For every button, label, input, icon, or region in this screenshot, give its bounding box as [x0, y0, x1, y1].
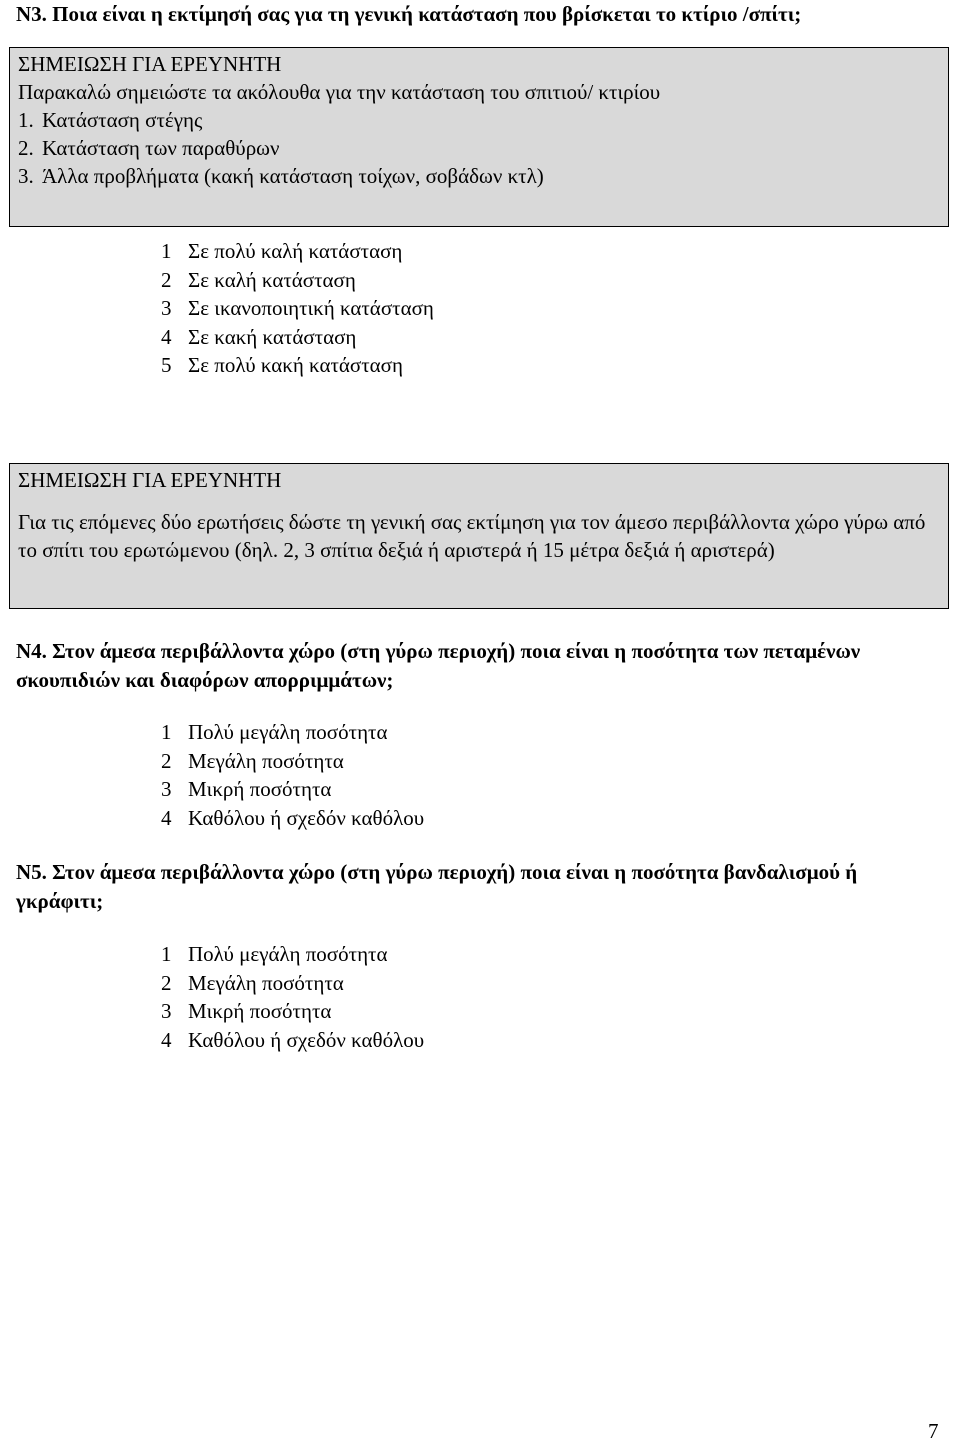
answer-option[interactable]: 1 Πολύ μεγάλη ποσότητα — [161, 720, 388, 744]
answer-option[interactable]: 1 Σε πολύ καλή κατάσταση — [161, 239, 403, 263]
answer-option[interactable]: 4 Καθόλου ή σχεδόν καθόλου — [161, 805, 425, 830]
answer-option[interactable]: 1 Πολύ μεγάλη ποσότητα — [161, 942, 388, 966]
page-number: 7 — [928, 1419, 939, 1443]
answer-option[interactable]: 2 Μεγάλη ποσότητα — [161, 970, 344, 995]
answer-option[interactable]: 3 Μικρή ποσότητα — [161, 777, 332, 801]
answer-option[interactable]: 2 Σε καλή κατάσταση — [161, 267, 356, 292]
question-n3-title: Ν3. Ποια είναι η εκτίμησή σας για τη γενική κατάσταση που βρίσκεται το κτίριο /σπίτι; — [16, 2, 802, 26]
note-list-item: 2. Κατάσταση των παραθύρων — [18, 136, 280, 160]
question-n4-options — [161, 718, 424, 832]
answer-option[interactable]: 5 Σε πολύ κακή κατάσταση — [161, 353, 403, 377]
researcher-note-box — [9, 47, 949, 227]
answer-option[interactable]: 3 Σε ικανοποιητική κατάσταση — [161, 296, 434, 320]
note-list-item: 1. Κατάσταση στέγης — [18, 108, 203, 132]
answer-option[interactable]: 4 Καθόλου ή σχεδόν καθόλου — [161, 1027, 425, 1052]
researcher-note-box-2 — [9, 463, 949, 609]
question-n4-title: Ν4. Στον άμεσα περιβάλλοντα χώρο (στη γύρω περιοχή) ποια είναι η ποσότητα των πεταμένων σκουπιδιών και διαφόρων απορριμμάτων; — [16, 639, 861, 692]
researcher-note-list — [18, 106, 948, 190]
answer-option[interactable]: 4 Σε κακή κατάσταση — [161, 324, 357, 349]
researcher-note-text: Για τις επόμενες δύο ερωτήσεις δώστε τη γενική σας εκτίμηση για τον άμεσο περιβάλλοντα χώρο γύρω από το σπίτι του ερωτώμενου (δηλ. 2, 3 σπίτια δεξιά ή αριστερά ή 15 μέτρα δεξιά ή αριστερά) — [18, 510, 926, 562]
researcher-note-intro: Παρακαλώ σημειώστε τα ακόλουθα για την κατάσταση του σπιτιού/ κτιρίου — [18, 80, 661, 104]
question-n5-options — [161, 940, 424, 1054]
researcher-note-heading: ΣΗΜΕΙΩΣΗ ΓΙΑ ΕΡΕΥΝΗΤΗ — [18, 468, 282, 492]
question-n5-title: Ν5. Στον άμεσα περιβάλλοντα χώρο (στη γύρω περιοχή) ποια είναι η ποσότητα βανδαλισμού ή γκράφιτι; — [16, 860, 858, 913]
note-list-item: 3. Άλλα προβλήματα (κακή κατάσταση τοίχων, σοβάδων κτλ) — [18, 164, 544, 188]
answer-option[interactable]: 3 Μικρή ποσότητα — [161, 999, 332, 1023]
researcher-note-heading: ΣΗΜΕΙΩΣΗ ΓΙΑ ΕΡΕΥΝΗΤΗ — [18, 52, 282, 76]
question-n3-options — [161, 237, 434, 380]
answer-option[interactable]: 2 Μεγάλη ποσότητα — [161, 748, 344, 773]
